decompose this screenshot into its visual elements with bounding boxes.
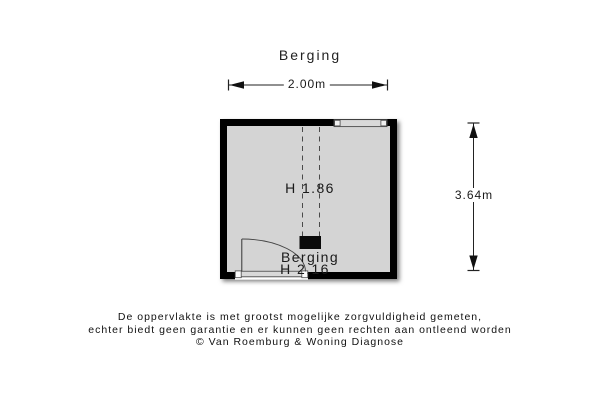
disclaimer-line-1: De oppervlakte is met grootst mogelijke zorgvuldigheid gemeten,	[117, 311, 483, 323]
room-ceiling-height-label: H 2.16	[280, 261, 330, 277]
disclaimer-line-2: echter biedt geen garantie en er kunnen geen rechten aan ontleend worden	[88, 323, 512, 336]
arrow-up-icon	[469, 124, 477, 138]
duct-marker	[300, 236, 322, 249]
window-right-cap	[381, 120, 387, 126]
arrow-down-icon	[469, 256, 477, 270]
height-dimension-label: 3.64m	[451, 188, 497, 202]
room-name-label: Berging	[280, 249, 340, 265]
arrow-left-icon	[230, 81, 245, 89]
window-frame	[334, 120, 387, 127]
door-jamb-left	[235, 271, 241, 278]
width-dimension-label: 2.00m	[284, 77, 330, 91]
page-title: Berging	[278, 47, 342, 63]
window	[334, 120, 387, 127]
window-left-cap	[335, 120, 341, 126]
disclaimer	[0, 311, 600, 349]
arrow-right-icon	[372, 81, 387, 89]
disclaimer-line-3: © Van Roemburg & Woning Diagnose	[195, 336, 405, 349]
room-clearance-label: H 1.86	[285, 180, 335, 196]
